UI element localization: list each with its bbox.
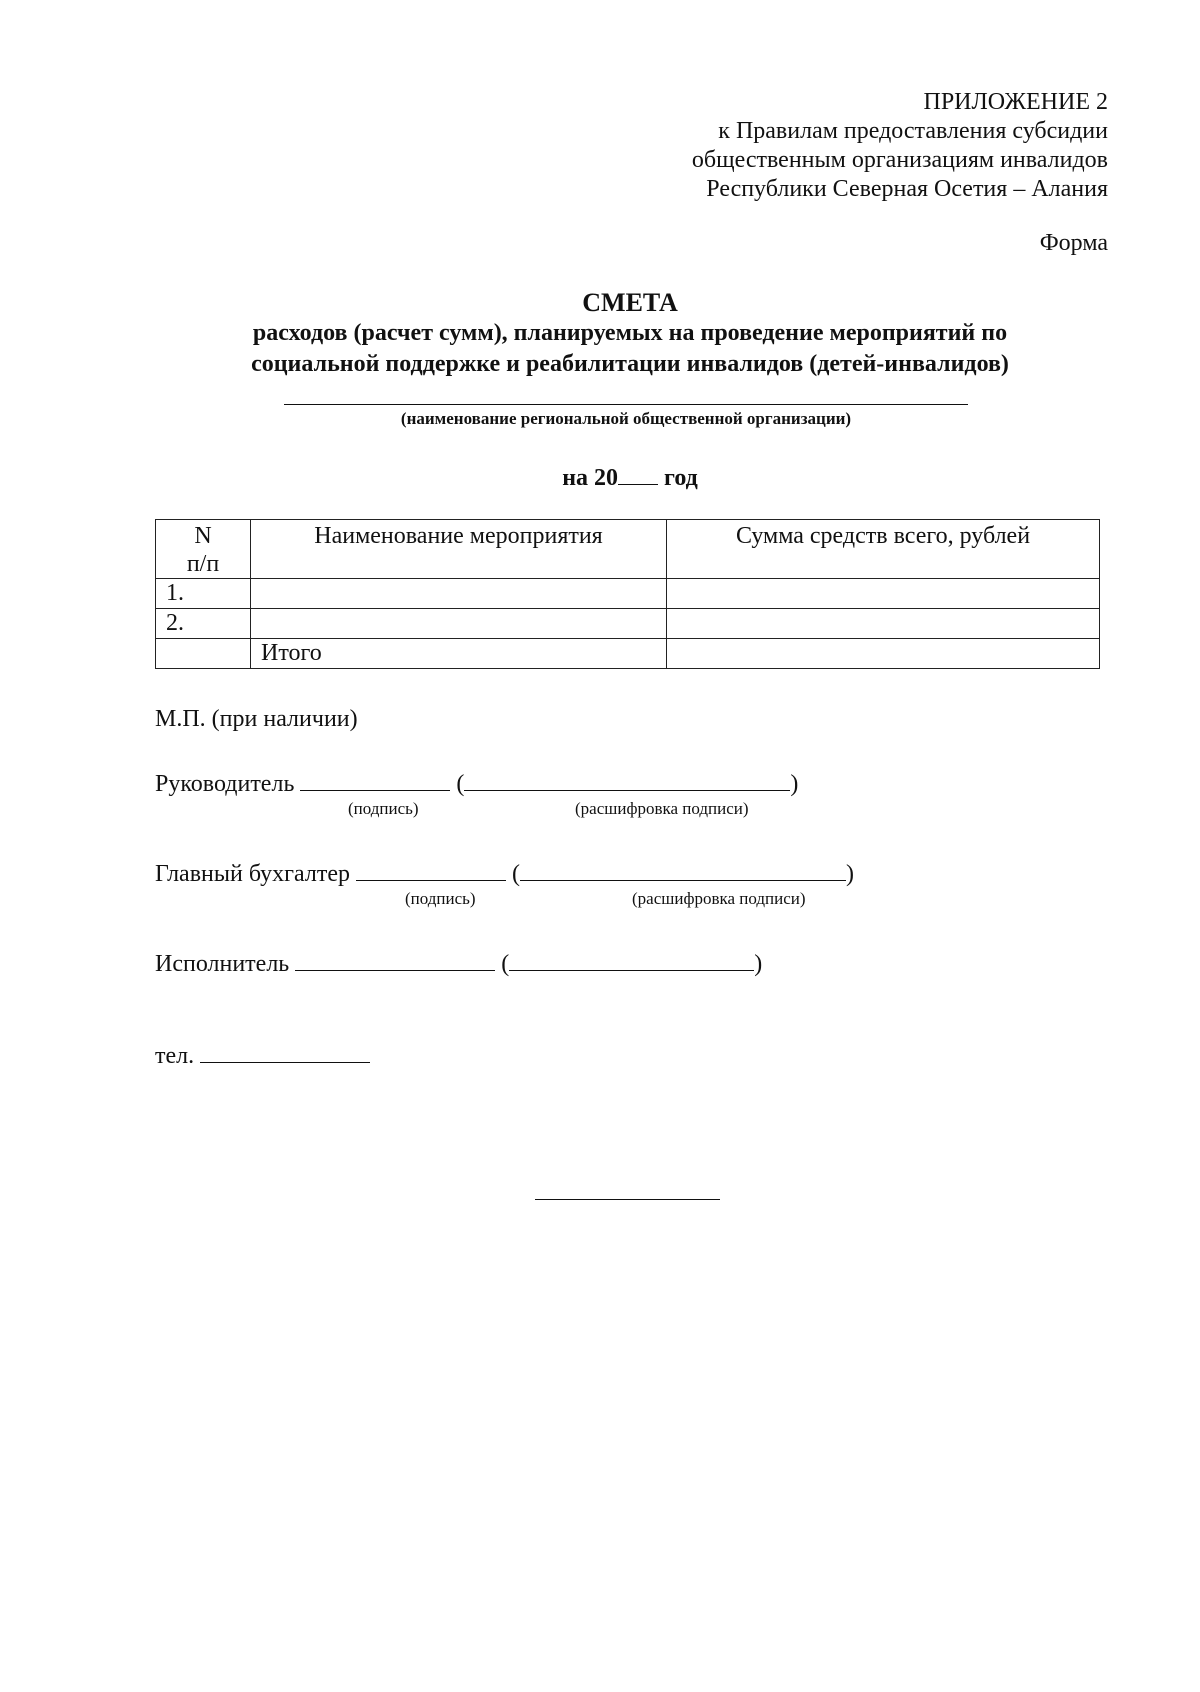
form-label: Форма (1039, 230, 1108, 256)
executor-signature-field[interactable] (295, 948, 495, 971)
table-header-row (156, 520, 1100, 579)
appendix-header (692, 88, 1108, 204)
year-line (150, 464, 1110, 492)
appendix-title: ПРИЛОЖЕНИЕ 2 (923, 89, 1108, 115)
bracket-close: ) (790, 771, 799, 797)
cell-sum[interactable] (667, 579, 1100, 609)
bracket-open: ( (511, 861, 520, 887)
bracket-open: ( (501, 951, 510, 977)
stamp-place: М.П. (при наличии) (155, 706, 358, 732)
executor-row (155, 948, 762, 978)
end-divider (535, 1199, 720, 1200)
accountant-signature-row (155, 858, 854, 888)
appendix-line: общественным организациям инвалидов (691, 147, 1108, 173)
header-num (156, 520, 251, 579)
year-prefix: на 20 (562, 465, 619, 491)
head-label: Руководитель (155, 771, 295, 797)
executor-decode-field[interactable] (509, 948, 754, 971)
organization-name-field[interactable] (284, 404, 968, 405)
title-line: расходов (расчет сумм), планируемых на проведение мероприятий по (252, 320, 1008, 346)
cell-sum[interactable] (667, 609, 1100, 639)
accountant-sign-caption: (подпись) (405, 889, 476, 908)
title-line: социальной поддержке и реабилитации инвалидов (детей-инвалидов) (251, 351, 1009, 377)
table-row (156, 579, 1100, 609)
cell-num: 1. (156, 579, 251, 609)
table-row (156, 609, 1100, 639)
organization-caption: (наименование региональной общественной организации) (400, 409, 852, 428)
cell-num: 2. (156, 609, 251, 639)
cell-total-sum[interactable] (667, 639, 1100, 669)
year-blank-field[interactable] (618, 464, 658, 485)
accountant-decode-field[interactable] (520, 858, 846, 881)
phone-field[interactable] (200, 1040, 370, 1063)
head-signature-row (155, 768, 798, 798)
year-suffix: год (664, 465, 698, 491)
bracket-open: ( (456, 771, 465, 797)
cell-num (156, 639, 251, 669)
accountant-decode-caption: (расшифровка подписи) (632, 889, 806, 908)
head-decode-field[interactable] (464, 768, 790, 791)
accountant-label: Главный бухгалтер (155, 861, 350, 887)
header-num-line2: п/п (186, 551, 220, 577)
cell-total-label: Итого (251, 639, 667, 669)
header-num-line1: N (194, 523, 212, 549)
document-title (150, 287, 1110, 380)
header-sum: Сумма средств всего, рублей (667, 520, 1100, 579)
estimate-table (155, 519, 1100, 669)
phone-label: тел. (155, 1043, 195, 1069)
phone-row (155, 1040, 370, 1070)
bracket-close: ) (754, 951, 763, 977)
appendix-line: Республики Северная Осетия – Алания (706, 176, 1108, 202)
appendix-line: к Правилам предоставления субсидии (718, 118, 1108, 144)
cell-name[interactable] (251, 609, 667, 639)
head-decode-caption: (расшифровка подписи) (575, 799, 749, 818)
accountant-signature-field[interactable] (356, 858, 506, 881)
cell-name[interactable] (251, 579, 667, 609)
head-signature-field[interactable] (300, 768, 450, 791)
bracket-close: ) (845, 861, 854, 887)
executor-label: Исполнитель (155, 951, 290, 977)
title-heading: СМЕТА (582, 288, 678, 317)
table-total-row (156, 639, 1100, 669)
header-name: Наименование мероприятия (251, 520, 667, 579)
head-sign-caption: (подпись) (348, 799, 419, 818)
